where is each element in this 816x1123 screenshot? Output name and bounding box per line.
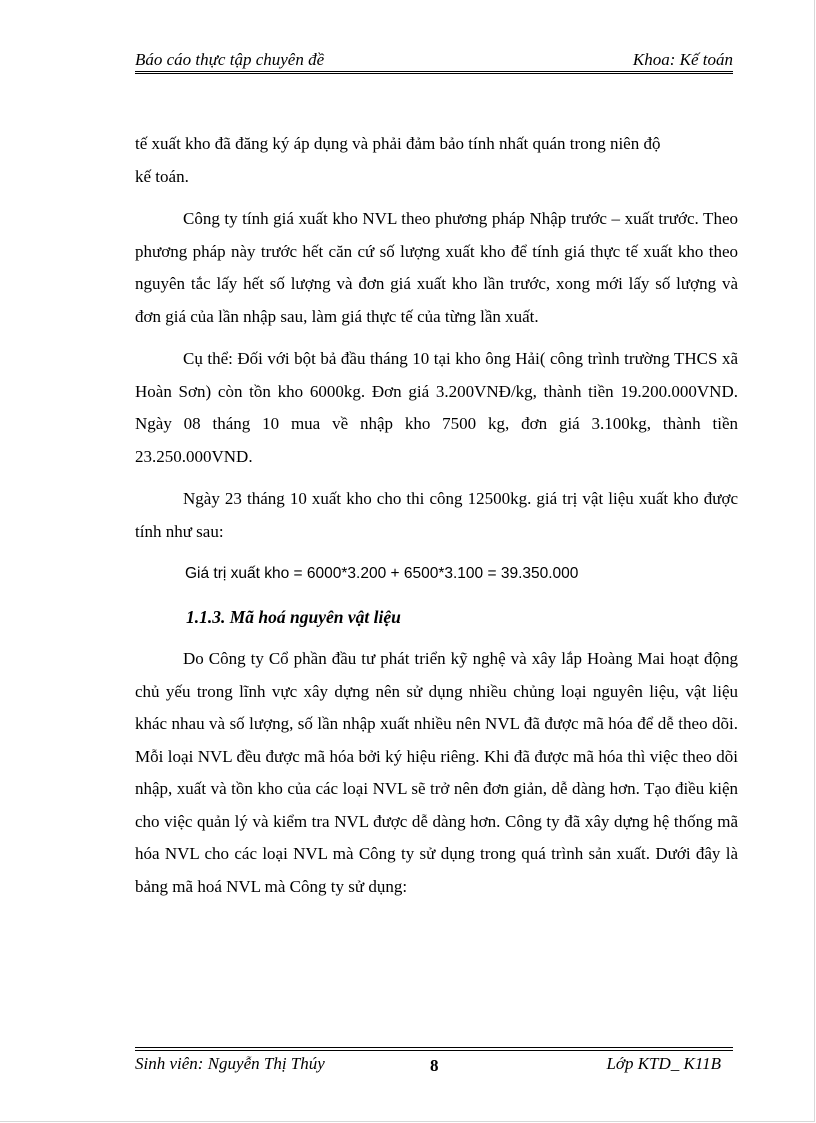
page-footer	[135, 1054, 733, 1080]
paragraph-1-line-1: tế xuất kho đã đăng ký áp dụng và phải đảm bảo tính nhất quán trong niên độ	[135, 134, 661, 153]
footer-class: Lớp KTD_ K11B	[606, 1054, 721, 1073]
header-rule	[135, 71, 733, 72]
paragraph-4: Ngày 23 tháng 10 xuất kho cho thi công 12500kg. giá trị vật liệu xuất kho được tính như sau:	[135, 489, 738, 541]
footer-rule	[135, 1047, 733, 1048]
paragraph-1-line-2: kế toán.	[135, 166, 189, 186]
header-department: Khoa: Kế toán	[632, 50, 733, 69]
header-rule-double	[135, 73, 733, 74]
formula: Giá trị xuất kho = 6000*3.200 + 6500*3.100 = 39.350.000	[185, 565, 579, 582]
document-body	[135, 128, 738, 903]
section-heading: 1.1.3. Mã hoá nguyên vật liệu	[186, 606, 401, 627]
footer-rule-double	[135, 1050, 733, 1051]
header-report-title: Báo cáo thực tập chuyên đề	[135, 50, 325, 69]
page-header	[135, 46, 733, 72]
paragraph-3: Cụ thể: Đối với bột bả đầu tháng 10 tại kho ông Hải( công trình trường THCS xã Hoàn Sơn) còn tồn kho 6000kg. Đơn giá 3.200VNĐ/kg, thành tiền 19.200.000VND. Ngày 08 tháng 10 mua về nhập kho 7500 kg, đơn giá 3.100kg, thành tiền 23.250.000VND.	[135, 349, 738, 466]
page-number: 8	[430, 1056, 439, 1075]
footer-student-name: Sinh viên: Nguyễn Thị Thúy	[135, 1054, 325, 1073]
paragraph-5: Do Công ty Cổ phần đầu tư phát triển kỹ nghệ và xây lắp Hoàng Mai hoạt động chủ yếu trong lĩnh vực xây dựng nên sử dụng nhiều chủng loại nguyên liệu, vật liệu khác nhau và số lượng, số lần nhập xuất nhiều nên NVL đã được mã hóa để dễ theo dõi. Mỗi loại NVL đều được mã hóa bởi ký hiệu riêng. Khi đã được mã hóa thì việc theo dõi nhập, xuất và tồn kho của các loại NVL sẽ trở nên đơn giản, dễ dàng hơn. Tạo điều kiện cho việc quản lý và kiểm tra NVL được dễ dàng hơn. Công ty đã xây dựng hệ thống mã hóa NVL cho các loại NVL mà Công ty sử dụng trong quá trình sản xuất. Dưới đây là bảng mã hoá NVL mà Công ty sử dụng:	[135, 649, 738, 896]
paragraph-2: Công ty tính giá xuất kho NVL theo phương pháp Nhập trước – xuất trước. Theo phương pháp này trước hết căn cứ số lượng xuất kho để tính giá thực tế xuất kho theo nguyên tắc lấy hết số lượng và đơn giá xuất kho lần trước, xong mới lấy số lượng và đơn giá của lần nhập sau, làm giá thực tế của từng lần xuất.	[135, 209, 738, 326]
